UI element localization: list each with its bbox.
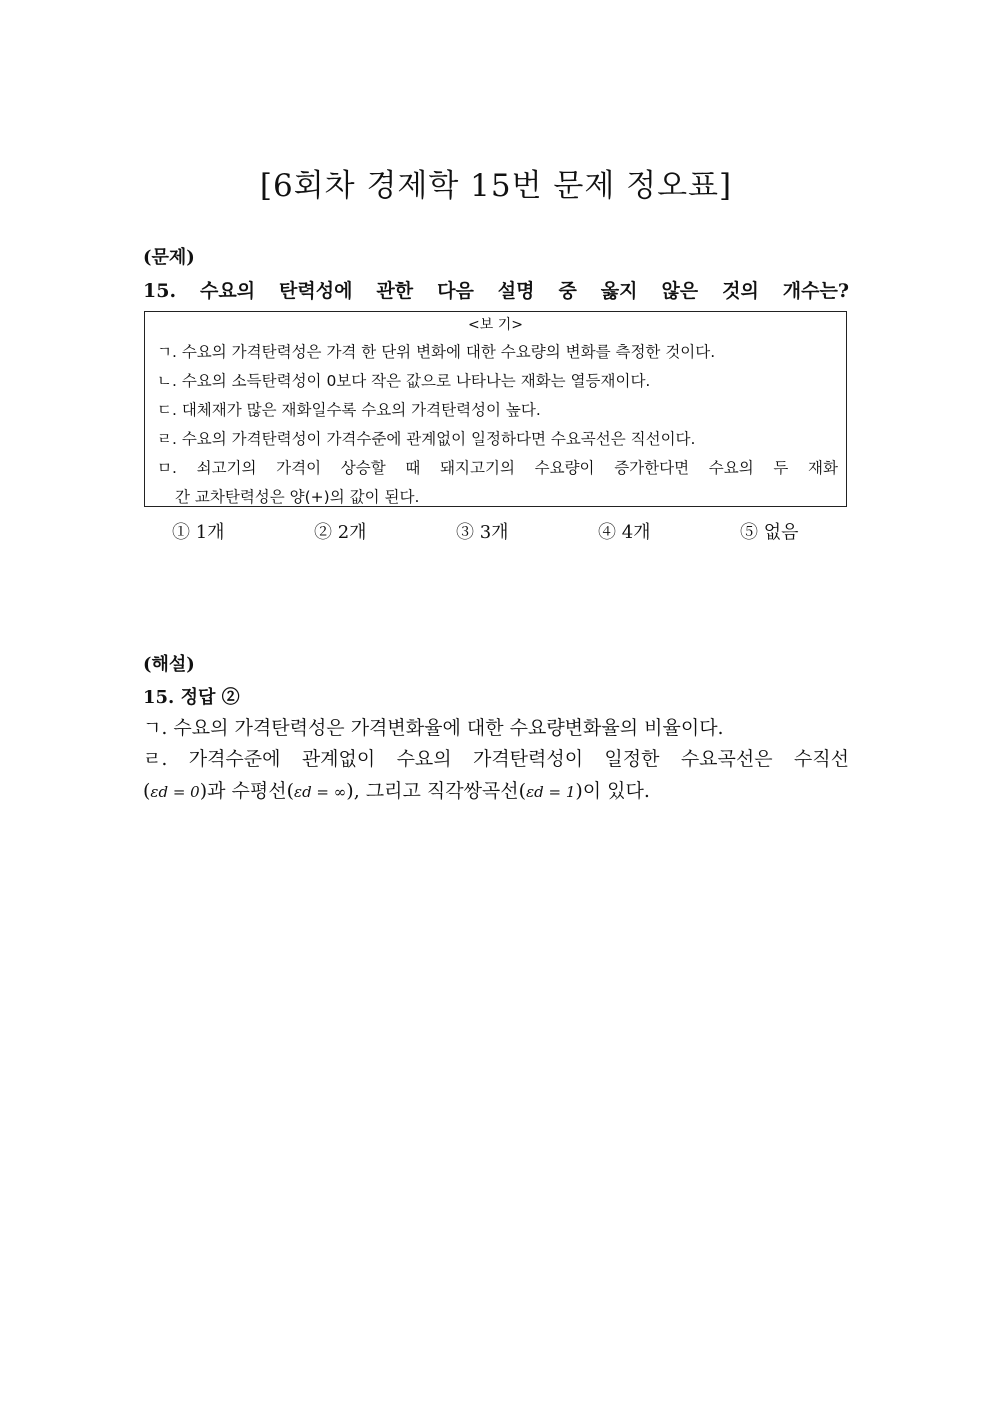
box-title: <보 기> [468, 317, 523, 333]
explanation-line-1: ㄱ. 수요의 가격탄력성은 가격변화율에 대한 수요량변화율의 비율이다. [143, 717, 724, 739]
explanation-line-3-part-4: )이 있다. [575, 780, 650, 802]
option-3: ③ 3개 [456, 522, 509, 543]
answer-line: 15. 정답 ② [143, 687, 240, 708]
option-5: ⑤ 없음 [740, 522, 799, 543]
explanation-line-2: ㄹ. 가격수준에 관계없이 수요의 가격탄력성이 일정한 수요곡선은 수직선 [143, 748, 849, 770]
explanation-line-3-part-2: )과 수평선( [199, 780, 295, 802]
answer-options [172, 518, 852, 548]
box-item-1: ㄱ. 수요의 가격탄력성은 가격 한 단위 변화에 대한 수요량의 변화를 측정한 것이다. [157, 343, 716, 361]
elasticity-zero-math: εd = 0 [150, 783, 200, 801]
question-text: 15. 수요의 탄력성에 관한 다음 설명 중 옳지 않은 것의 개수는? [143, 280, 849, 302]
box-item-5: ㅁ. 쇠고기의 가격이 상승할 때 돼지고기의 수요량이 증가한다면 수요의 두 재화 [157, 459, 838, 477]
option-1: ① 1개 [172, 522, 225, 543]
page-title: [6회차 경제학 15번 문제 정오표] [259, 168, 733, 204]
box-item-3: ㄷ. 대체재가 많은 재화일수록 수요의 가격탄력성이 높다. [157, 401, 541, 419]
explanation-line-3 [143, 776, 849, 803]
elasticity-infinity-math: εd = ∞ [294, 783, 347, 801]
explanation-section-label: (해설) [143, 654, 195, 675]
problem-section-label: (문제) [143, 247, 195, 268]
box-item-4: ㄹ. 수요의 가격탄력성이 가격수준에 관계없이 일정하다면 수요곡선은 직선이다. [157, 430, 696, 448]
elasticity-one-math: εd = 1 [526, 783, 576, 801]
option-2: ② 2개 [314, 522, 367, 543]
box-item-5-continuation: 간 교차탄력성은 양(+)의 값이 된다. [175, 488, 420, 506]
option-4: ④ 4개 [598, 522, 651, 543]
explanation-line-3-part-1: ( [143, 780, 151, 802]
box-item-2: ㄴ. 수요의 소득탄력성이 0보다 작은 값으로 나타나는 재화는 열등재이다. [157, 372, 651, 390]
explanation-line-3-part-3: ), 그리고 직각쌍곡선( [346, 780, 527, 802]
example-box [144, 311, 847, 507]
